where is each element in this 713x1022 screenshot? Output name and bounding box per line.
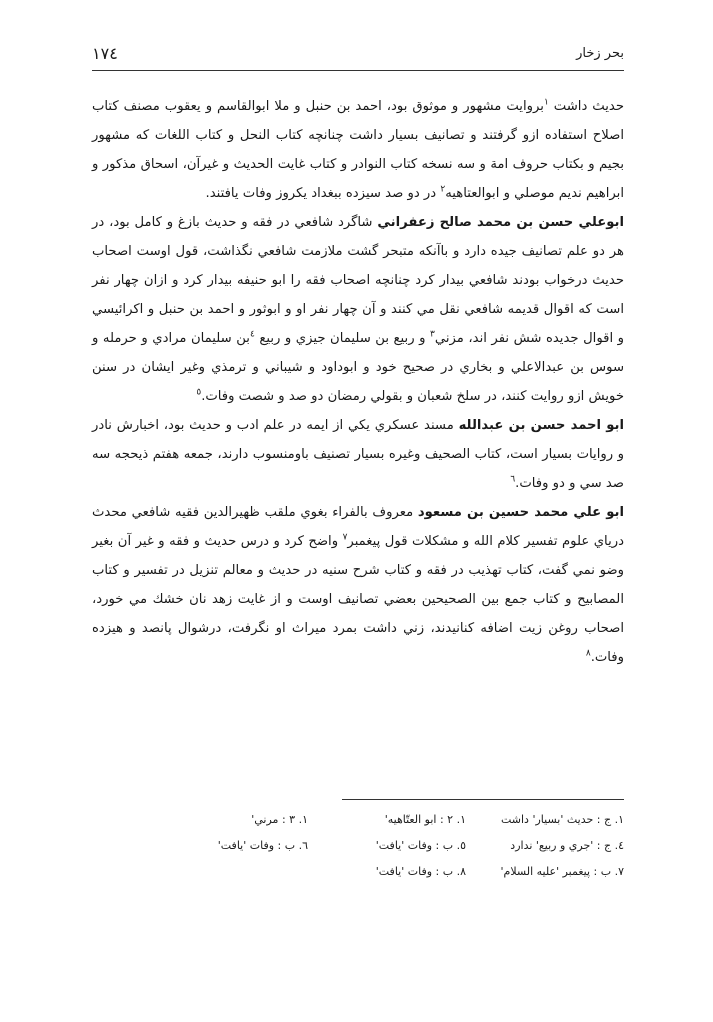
footnote-divider: [342, 799, 624, 800]
footnote-ref: ٦: [510, 474, 516, 485]
footnotes: [150, 806, 624, 884]
paragraph-text: واضح كرد و درس حديث و فقه و غير آن بغير وضو نمي گفت، كتاب تهذيب در فقه و كتاب شرح سنيه در حديث و معالم تنزيل در تفسير و كتاب المصابيح و كتاب جمع بين الصحيحين بعضي تصانيف اوست و از غايت زهد نان خشك مي خورد، اصحاب روغن زيت اضافه كنانيدند، زني داشت بمرد ميراث او نگرفت، درشوال پانصد و هيزده وفات.: [92, 534, 624, 665]
footnote-row: [150, 832, 624, 858]
entry-name: ابو احمد حسن بن عبدالله: [458, 418, 624, 433]
footnote: ٥. ب : وفات 'يافت': [375, 838, 466, 852]
page-header: [92, 40, 624, 71]
footnote: ٨. ب : وفات 'يافت': [375, 864, 466, 878]
entry-name: ابوعلي حسن بن محمد صالح زعفراني: [377, 215, 624, 230]
paragraph: [92, 498, 624, 672]
footnote: ٧. ب : پيغمبر 'عليه السلام': [500, 864, 624, 878]
footnote-row: [150, 806, 624, 832]
footnote-ref: ٧: [342, 532, 348, 543]
paragraph-text: شاگرد شافعي در فقه و حديث بازغ و كامل بود، در هر دو علم تصانيف جيده دارد و باآنكه متبحر گشت ملازمت شافعي نگذاشت، قول اوست اصحاب حديث درخواب بودند شافعي بيدار كرد چنانچه اصحاب فقه را ابو حنيفه بيدار كرد و ازان چهار نفر است كه اقوال قديمه شافعي نقل مي كنند و آن چهار نفر او و ابوثور و احمد بن حنبل و اكرائيسي و اقوال جديده شش نفر اند، مزني: [92, 215, 624, 346]
paragraph-text: در دو صد سيزده ببغداد يكروز وفات يافتند.: [205, 186, 441, 201]
footnote: ١. ج : حديث 'بسيار' داشت: [500, 812, 624, 826]
body-text: [92, 92, 624, 672]
footnote-ref: ٥: [196, 387, 202, 398]
paragraph-text: بروايت مشهور و موثوق بود، احمد بن حنبل و ملا ابوالقاسم و يعقوب مصنف كتاب اصلاح استفاده ازو گرفتند و تصانيف بسيار داشت چنانچه كتاب النحل و كتاب اللغات كه مشهور بجيم و بكتاب حروف امة و سه نسخه كتاب النوادر و كتاب غايت الحديث و غيرآن، اسحاق مذكور و ابراهيم نديم موصلي و ابوالعتاهيه: [92, 99, 624, 201]
footnote-ref: ١: [543, 97, 549, 108]
footnote: ١. ٣ : مرني': [251, 812, 308, 826]
paragraph-text: حديث داشت: [548, 99, 624, 114]
paragraph-text: معروف بالفراء بغوي ملقب ظهيرالدين فقيه شافعي محدث درياي علوم تفسير كلام الله و مشكلات قول پيغمبر: [92, 505, 624, 549]
footnote-ref: ٤: [249, 329, 255, 340]
footnote-ref: ٢: [440, 184, 446, 195]
footnote-ref: ٣: [430, 329, 435, 340]
paragraph: [92, 411, 624, 498]
footnote: ٦. ب : وفات 'يافت': [217, 838, 308, 852]
footnote-row: [150, 858, 624, 884]
paragraph-text: مسند عسكري يكي از ايمه در علم ادب و حديث بود، اخبارش نادر و روايات بسيار است، كتاب الصحيف وغيره بسيار تصنيف باومنسوب دارند، جمعه هفتم ذيحجه سه صد سي و دو وفات.: [92, 418, 624, 491]
paragraph: [92, 92, 624, 208]
running-title: بحر زخار: [576, 46, 624, 61]
footnote: ١. ٢ : ابو العتّاهيه': [384, 812, 466, 826]
paragraph: [92, 208, 624, 411]
footnote: ٤. ج : 'جري و ربيع' ندارد: [510, 838, 624, 852]
paragraph-text: بن سليمان مرادي و حرمله و سوس بن عبدالاعلي و بخاري در صحيح خود و ابوداود و شيباني و ترمذي وغير ايشان در سنن خويش ازو روايت كنند، در سلخ شعبان و بقولي رمضان دو صد و شصت وفات.: [92, 331, 624, 404]
paragraph-text: و ربيع بن سليمان جيزي و ربيع: [254, 331, 431, 346]
page-number: ١٧٤: [92, 44, 118, 63]
entry-name: ابو علي محمد حسين بن مسعود: [417, 505, 624, 520]
footnote-ref: ٨: [585, 648, 591, 659]
